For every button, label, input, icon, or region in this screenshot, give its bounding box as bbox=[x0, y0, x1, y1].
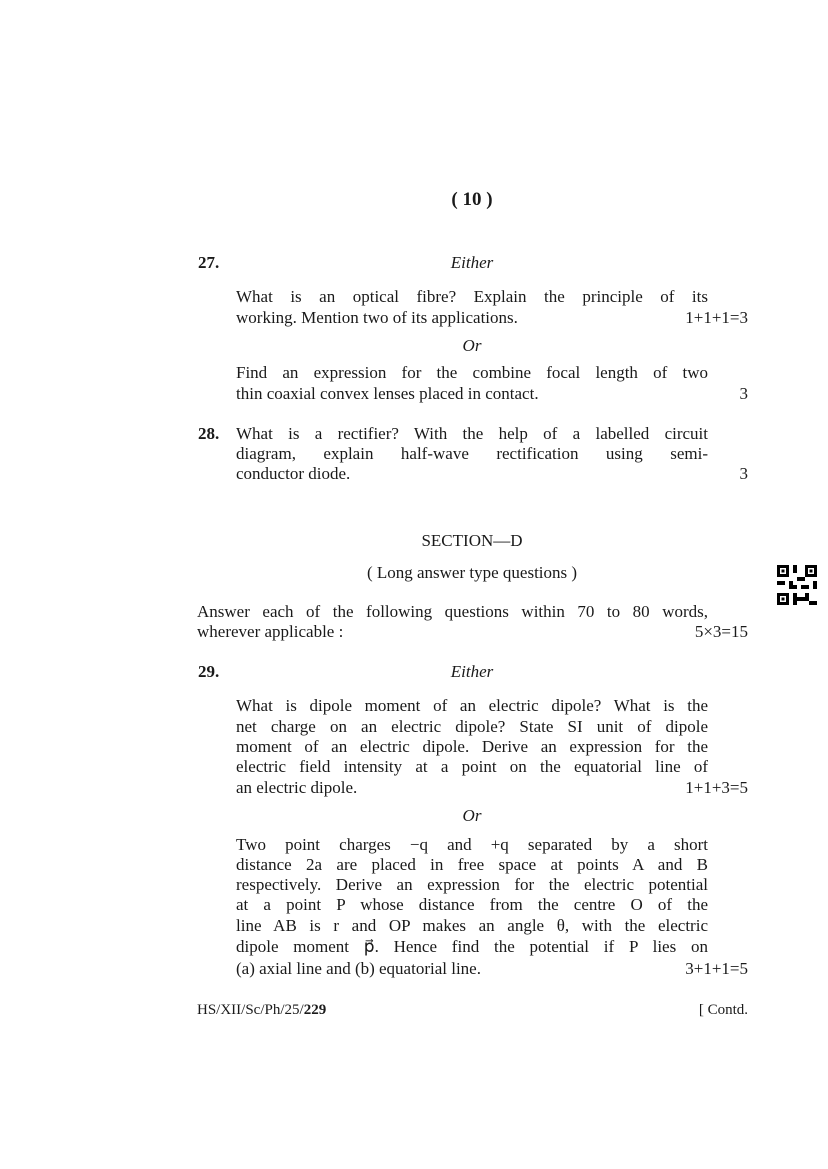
text-line: at a point P whose distance from the centre O of the bbox=[236, 895, 708, 914]
section-title: SECTION—D bbox=[421, 531, 523, 550]
marks: 3+1+1=5 bbox=[685, 959, 748, 978]
text-line: Two point charges −q and +q separated by a short bbox=[236, 835, 708, 854]
section-subtitle: ( Long answer type questions ) bbox=[366, 563, 578, 582]
text-line: What is an optical fibre? Explain the principle of its bbox=[236, 287, 708, 306]
text-line: working. Mention two of its applications. bbox=[236, 308, 518, 327]
text-line: an electric dipole. bbox=[236, 778, 358, 797]
text-line: electric field intensity at a point on the equatorial line of bbox=[236, 757, 708, 776]
or-label: Or bbox=[462, 336, 482, 355]
instruction-line: wherever applicable : bbox=[197, 622, 344, 641]
marks: 1+1+3=5 bbox=[685, 778, 748, 797]
text-line: (a) axial line and (b) equatorial line. bbox=[236, 959, 481, 978]
text-line: moment of an electric dipole. Derive an expression for the bbox=[236, 737, 708, 756]
qr-code-icon bbox=[777, 565, 817, 605]
text-line: diagram, explain half-wave rectification using semi- bbox=[236, 444, 708, 463]
marks: 3 bbox=[739, 464, 748, 483]
text-line: dipole moment p⃗. Hence find the potential if P lies on bbox=[236, 937, 708, 956]
marks: 1+1+1=3 bbox=[685, 308, 748, 327]
text-line: conductor diode. bbox=[236, 464, 351, 483]
text-line: line AB is r and OP makes an angle θ, with the electric bbox=[236, 916, 708, 935]
text-line: distance 2a are placed in free space at points A and B bbox=[236, 855, 708, 874]
text-line: What is a rectifier? With the help of a labelled circuit bbox=[236, 424, 708, 443]
marks: 5×3=15 bbox=[694, 622, 748, 641]
paper-code-prefix: HS/XII/Sc/Ph/25/ bbox=[197, 1002, 304, 1018]
question-number-29: 29. bbox=[198, 662, 220, 681]
question-number-27: 27. bbox=[198, 253, 220, 272]
either-label: Either bbox=[450, 662, 494, 681]
paper-code-number: 229 bbox=[303, 1002, 327, 1018]
page-number: ( 10 ) bbox=[451, 189, 493, 210]
paper-code bbox=[197, 1000, 326, 1020]
text-line: net charge on an electric dipole? State SI unit of dipole bbox=[236, 717, 708, 736]
or-label: Or bbox=[462, 806, 482, 825]
marks: 3 bbox=[739, 384, 748, 403]
text-line: respectively. Derive an expression for the electric potential bbox=[236, 875, 708, 894]
text-line: What is dipole moment of an electric dipole? What is the bbox=[236, 696, 708, 715]
either-label: Either bbox=[450, 253, 494, 272]
question-number-28: 28. bbox=[198, 424, 220, 443]
instruction-line: Answer each of the following questions within 70 to 80 words, bbox=[197, 602, 708, 621]
text-line: thin coaxial convex lenses placed in contact. bbox=[236, 384, 539, 403]
contd-label: [ Contd. bbox=[698, 1002, 748, 1018]
text-line: Find an expression for the combine focal length of two bbox=[236, 363, 708, 382]
